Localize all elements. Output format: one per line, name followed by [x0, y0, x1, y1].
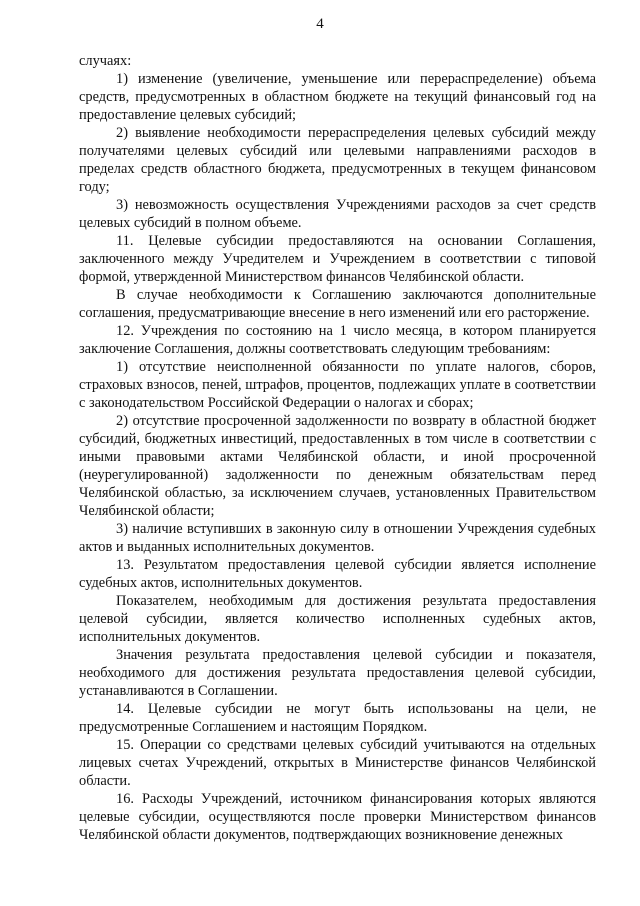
paragraph-item-2: 2) выявление необходимости перераспределения целевых субсидий между получателями целевых субсидий или целевыми направлениями расходов в пределах средств областного бюджета, предусмотренных в текущем финансовом году;	[79, 125, 596, 195]
page-number: 4	[316, 16, 324, 32]
paragraph-continuation: случаях:	[79, 53, 132, 69]
paragraph-clause-12: 12. Учреждения по состоянию на 1 число месяца, в котором планируется заключение Соглашения, должны соответствовать следующим требованиям:	[79, 323, 596, 357]
document-body	[79, 52, 596, 844]
paragraph-clause-11: 11. Целевые субсидии предоставляются на основании Соглашения, заключенного между Учредителем и Учреждением в соответствии с типовой формой, утвержденной Министерством финансов Челябинской области.	[79, 233, 596, 285]
paragraph-item-1: 1) изменение (увеличение, уменьшение или перераспределение) объема средств, предусмотренных в областном бюджете на текущий финансовый год на предоставление целевых субсидий;	[79, 71, 596, 123]
paragraph-clause-16: 16. Расходы Учреждений, источником финансирования которых являются целевые субсидии, осуществляются после проверки Министерством финансов Челябинской области документов, подтверждающих возникновение денежных	[79, 791, 596, 843]
paragraph-clause-14: 14. Целевые субсидии не могут быть использованы на цели, не предусмотренные Соглашением и настоящим Порядком.	[79, 701, 596, 735]
paragraph-requirement-1: 1) отсутствие неисполненной обязанности по уплате налогов, сборов, страховых взносов, пеней, штрафов, процентов, подлежащих уплате в соответствии с законодательством Российской Федерации о налогах и сборах;	[79, 359, 596, 411]
paragraph-values: Значения результата предоставления целевой субсидии и показателя, необходимого для достижения результата предоставления целевой субсидии, устанавливаются в Соглашении.	[79, 647, 596, 699]
paragraph-clause-11-note: В случае необходимости к Соглашению заключаются дополнительные соглашения, предусматривающие внесение в него изменений или его расторжение.	[79, 287, 596, 321]
paragraph-indicator: Показателем, необходимым для достижения результата предоставления целевой субсидии, является количество исполненных судебных актов, исполнительных документов.	[79, 593, 596, 645]
paragraph-clause-15: 15. Операции со средствами целевых субсидий учитываются на отдельных лицевых счетах Учреждений, открытых в Министерстве финансов Челябинской области.	[79, 737, 596, 789]
paragraph-clause-13: 13. Результатом предоставления целевой субсидии является исполнение судебных актов, исполнительных документов.	[79, 557, 596, 591]
paragraph-item-3: 3) невозможность осуществления Учреждениями расходов за счет средств целевых субсидий в полном объеме.	[79, 197, 596, 231]
paragraph-requirement-3: 3) наличие вступивших в законную силу в отношении Учреждения судебных актов и выданных исполнительных документов.	[79, 521, 596, 555]
paragraph-requirement-2: 2) отсутствие просроченной задолженности по возврату в областной бюджет субсидий, бюджетных инвестиций, предоставленных в том числе в соответствии с иными правовыми актами Челябинской области, и иной просроченной (неурегулированной) задолженности по денежным обязательствам перед Челябинской областью, за исключением случаев, установленных Правительством Челябинской области;	[79, 413, 596, 519]
